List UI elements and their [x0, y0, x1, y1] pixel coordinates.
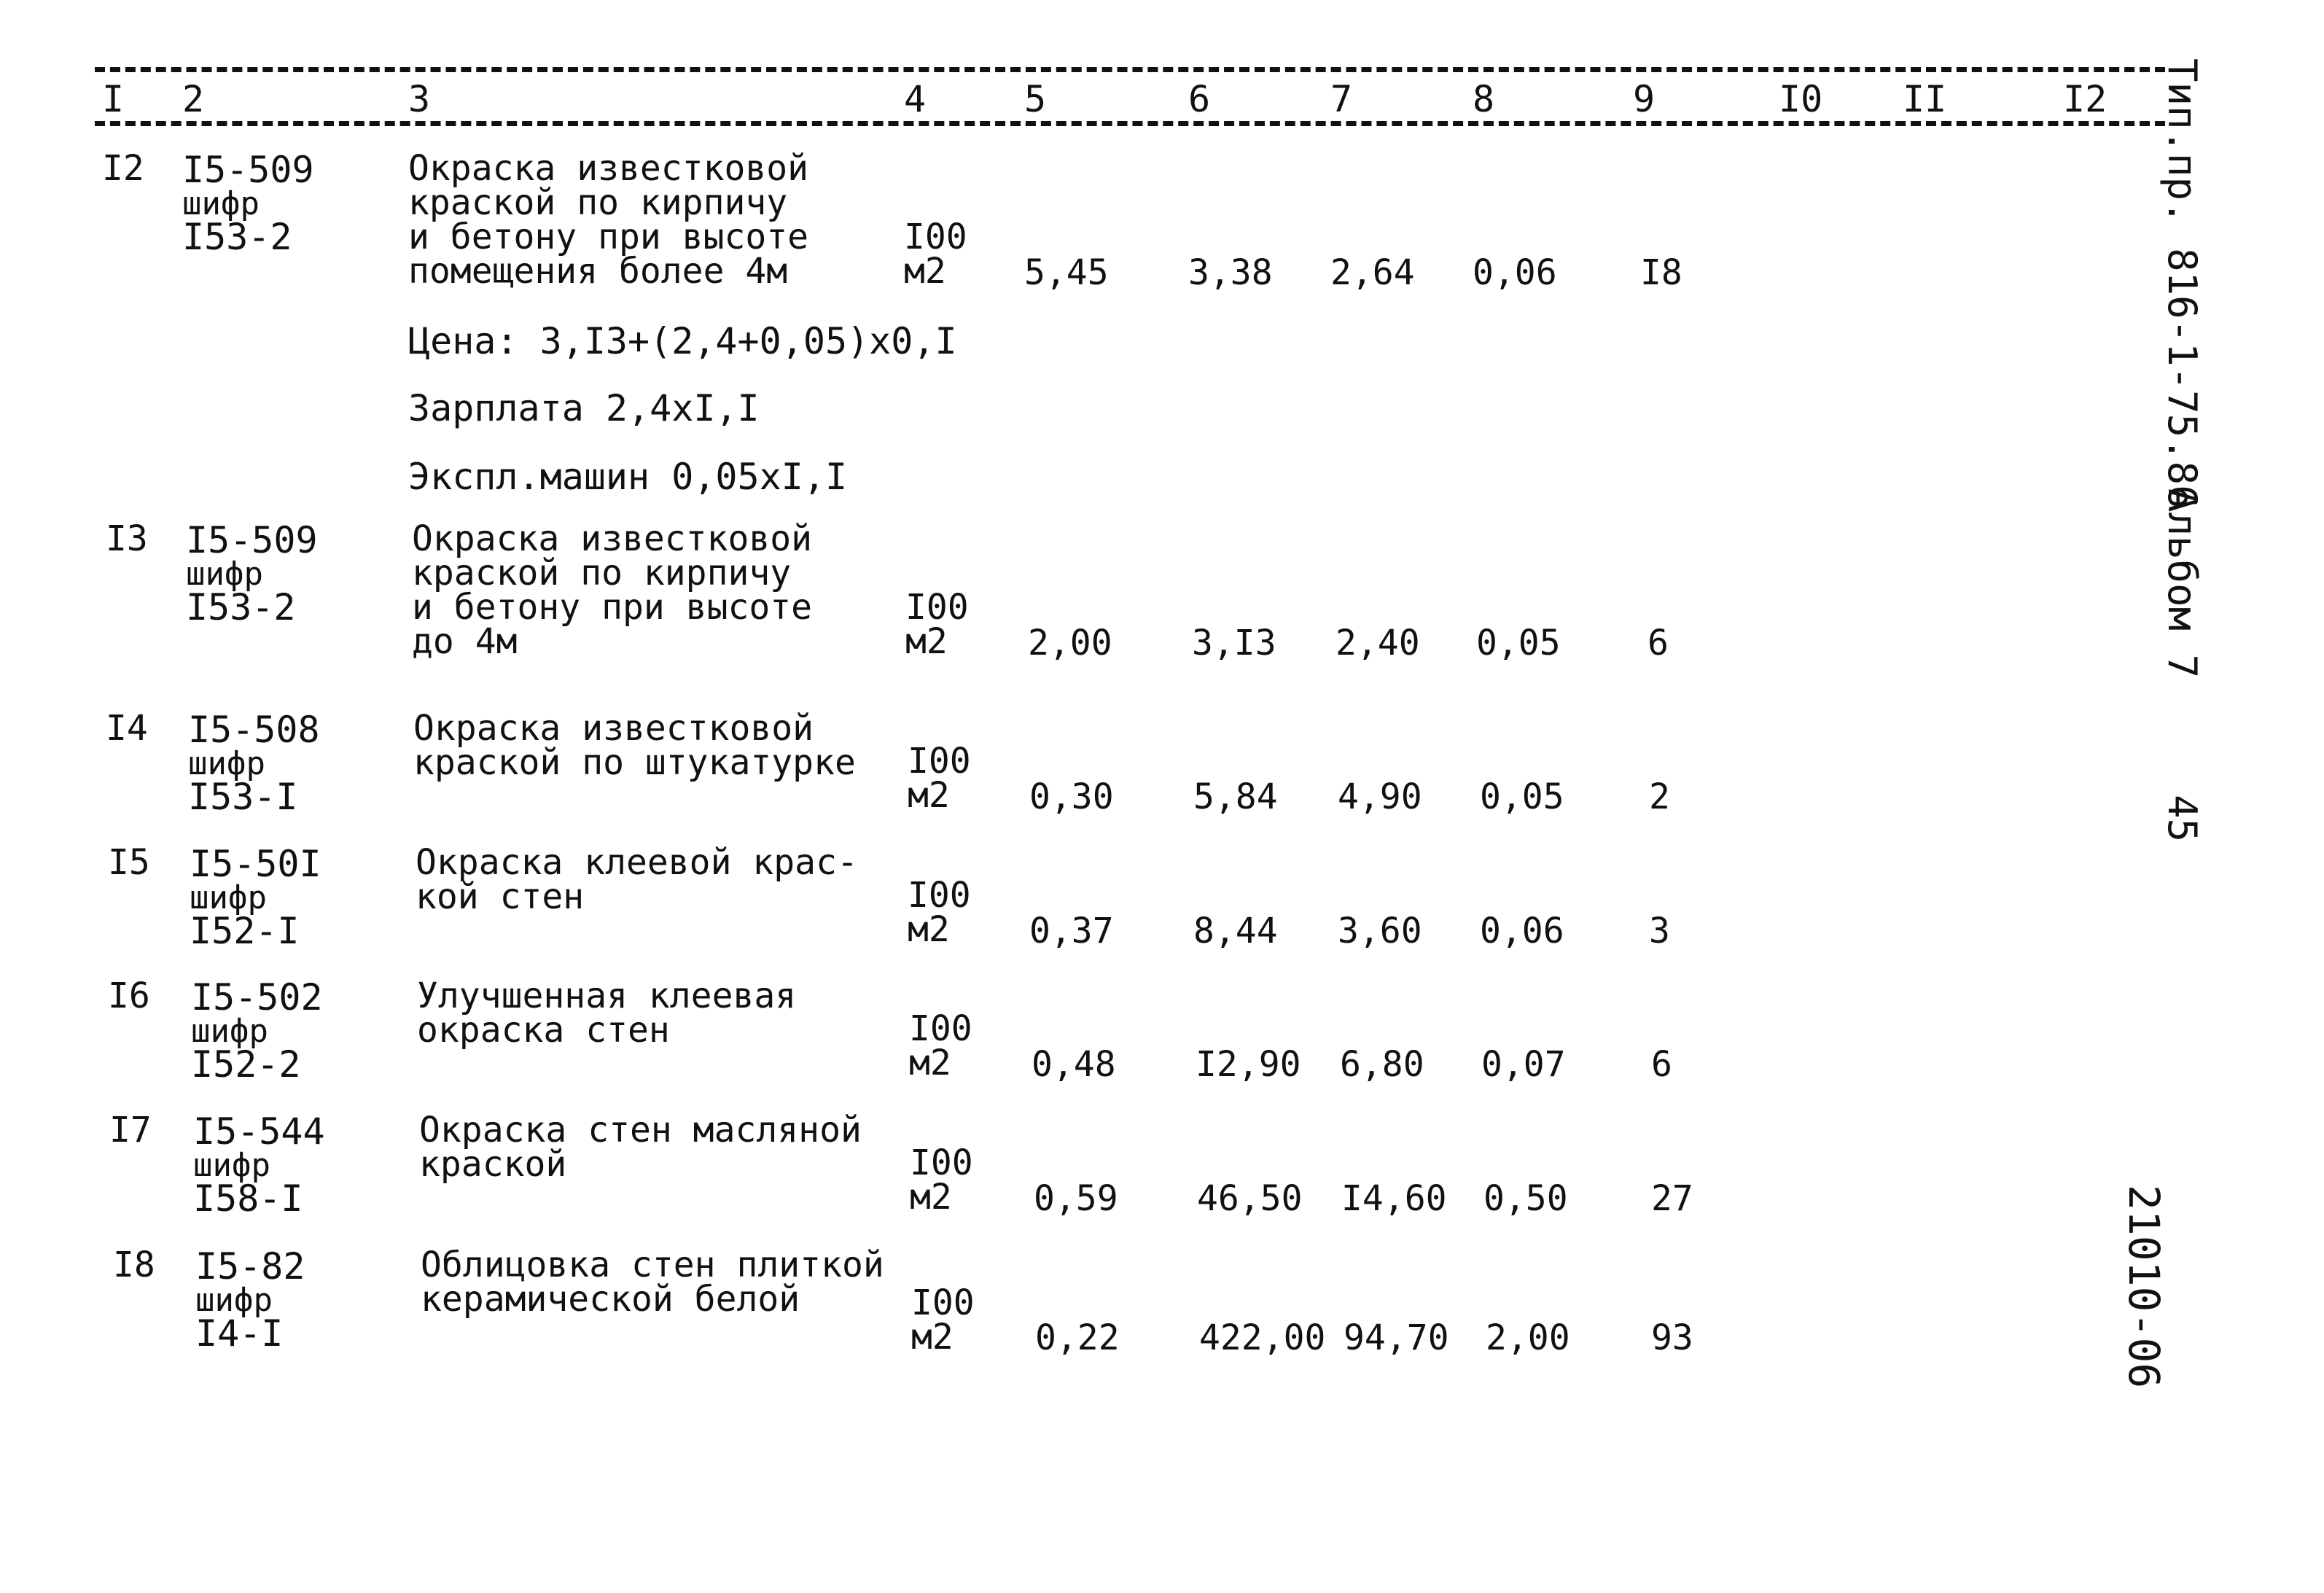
work-description: Облицовка стен плиткой керамической белой [421, 1245, 884, 1320]
header-col-1: I [102, 78, 125, 120]
col-7-value: 94,70 [1344, 1317, 1449, 1358]
row-number: I2 [102, 148, 144, 189]
col-9-value: 3 [1649, 911, 1670, 951]
unit: I00 м2 [908, 741, 971, 816]
row-number: I5 [108, 842, 150, 883]
work-description: Окраска клеевой крас- кой стен [416, 842, 858, 917]
work-description: Окраска известковой краской по кирпичу и бетону при высоте помещения более 4м [408, 148, 809, 292]
col-5-value: 0,59 [1034, 1178, 1118, 1219]
header-col-9: 9 [1633, 78, 1656, 120]
col-8-value: 0,50 [1483, 1178, 1568, 1219]
col-7-value: I4,60 [1341, 1178, 1447, 1219]
page-number: 45 [2159, 795, 2205, 843]
row-number: I4 [106, 708, 148, 749]
header-col-3: 3 [408, 78, 431, 120]
header-rule-top [95, 67, 2165, 72]
album-label: Альбом 7 [2159, 488, 2205, 679]
header-col-4: 4 [904, 78, 927, 120]
norm-code: I5-50I шифр I52-I [190, 843, 321, 952]
col-8-value: 0,06 [1473, 252, 1557, 293]
work-description: Окраска известковой краской по штукатурке [413, 708, 856, 783]
col-9-value: 27 [1651, 1178, 1693, 1219]
unit: I00 м2 [904, 217, 967, 292]
col-7-value: 2,40 [1335, 623, 1420, 663]
col-5-value: 2,00 [1028, 623, 1112, 663]
col-5-value: 0,48 [1032, 1044, 1116, 1085]
work-description: Окраска стен масляной краской [419, 1110, 862, 1185]
col-6-value: 46,50 [1197, 1178, 1303, 1219]
header-col-12: I2 [2063, 78, 2107, 120]
unit: I00 м2 [908, 875, 971, 950]
norm-code: I5-82 шифр I4-I [195, 1245, 305, 1355]
norm-code: I5-509 шифр I53-2 [182, 149, 314, 258]
unit: I00 м2 [910, 1142, 973, 1218]
row-number: I3 [106, 518, 148, 559]
col-8-value: 2,00 [1486, 1317, 1570, 1358]
row-number: I6 [108, 975, 150, 1016]
col-9-value: I8 [1640, 252, 1682, 293]
norm-code: I5-509 шифр I53-2 [186, 519, 318, 628]
col-6-value: 8,44 [1193, 911, 1278, 951]
col-5-value: 0,30 [1029, 776, 1114, 817]
norm-code: I5-502 шифр I52-2 [191, 976, 323, 1086]
project-number: Тип.пр. 816-1-75.86 [2159, 58, 2205, 509]
header-col-6: 6 [1188, 78, 1211, 120]
col-8-value: 0,06 [1480, 911, 1564, 951]
unit: I00 м2 [905, 587, 969, 662]
header-col-10: I0 [1779, 78, 1823, 120]
col-6-value: 422,00 [1199, 1317, 1326, 1358]
col-5-value: 5,45 [1024, 252, 1109, 293]
header-col-11: II [1903, 78, 1947, 120]
header-col-7: 7 [1330, 78, 1353, 120]
col-8-value: 0,05 [1476, 623, 1561, 663]
norm-code: I5-544 шифр I58-I [193, 1110, 325, 1220]
col-5-value: 0,37 [1029, 911, 1114, 951]
header-col-8: 8 [1473, 78, 1495, 120]
col-9-value: 93 [1651, 1317, 1693, 1358]
work-description: Улучшенная клеевая окраска стен [417, 975, 797, 1051]
header-col-5: 5 [1024, 78, 1047, 120]
col-9-value: 6 [1648, 623, 1669, 663]
header-rule-bottom [95, 121, 2165, 126]
machines-formula: Экспл.машин 0,05xI,I [408, 456, 848, 498]
col-5-value: 0,22 [1035, 1317, 1120, 1358]
col-7-value: 2,64 [1330, 252, 1415, 293]
salary-formula: Зарплата 2,4xI,I [408, 387, 760, 429]
price-formula: Цена: 3,I3+(2,4+0,05)x0,I [408, 320, 957, 362]
work-description: Окраска известковой краской по кирпичу и бетону при высоте до 4м [412, 518, 813, 662]
document-code: 21010-06 [2119, 1185, 2169, 1389]
header-col-2: 2 [182, 78, 205, 120]
col-8-value: 0,05 [1480, 776, 1564, 817]
norm-code: I5-508 шифр I53-I [188, 709, 320, 818]
col-7-value: 6,80 [1340, 1044, 1424, 1085]
unit: I00 м2 [911, 1282, 975, 1358]
col-7-value: 3,60 [1338, 911, 1422, 951]
col-6-value: 3,I3 [1192, 623, 1276, 663]
col-6-value: 5,84 [1193, 776, 1278, 817]
col-8-value: 0,07 [1481, 1044, 1566, 1085]
col-7-value: 4,90 [1338, 776, 1422, 817]
col-9-value: 2 [1649, 776, 1670, 817]
row-number: I8 [113, 1245, 155, 1285]
unit: I00 м2 [909, 1008, 972, 1083]
col-6-value: I2,90 [1196, 1044, 1301, 1085]
row-number: I7 [109, 1110, 152, 1150]
col-9-value: 6 [1651, 1044, 1672, 1085]
col-6-value: 3,38 [1188, 252, 1273, 293]
